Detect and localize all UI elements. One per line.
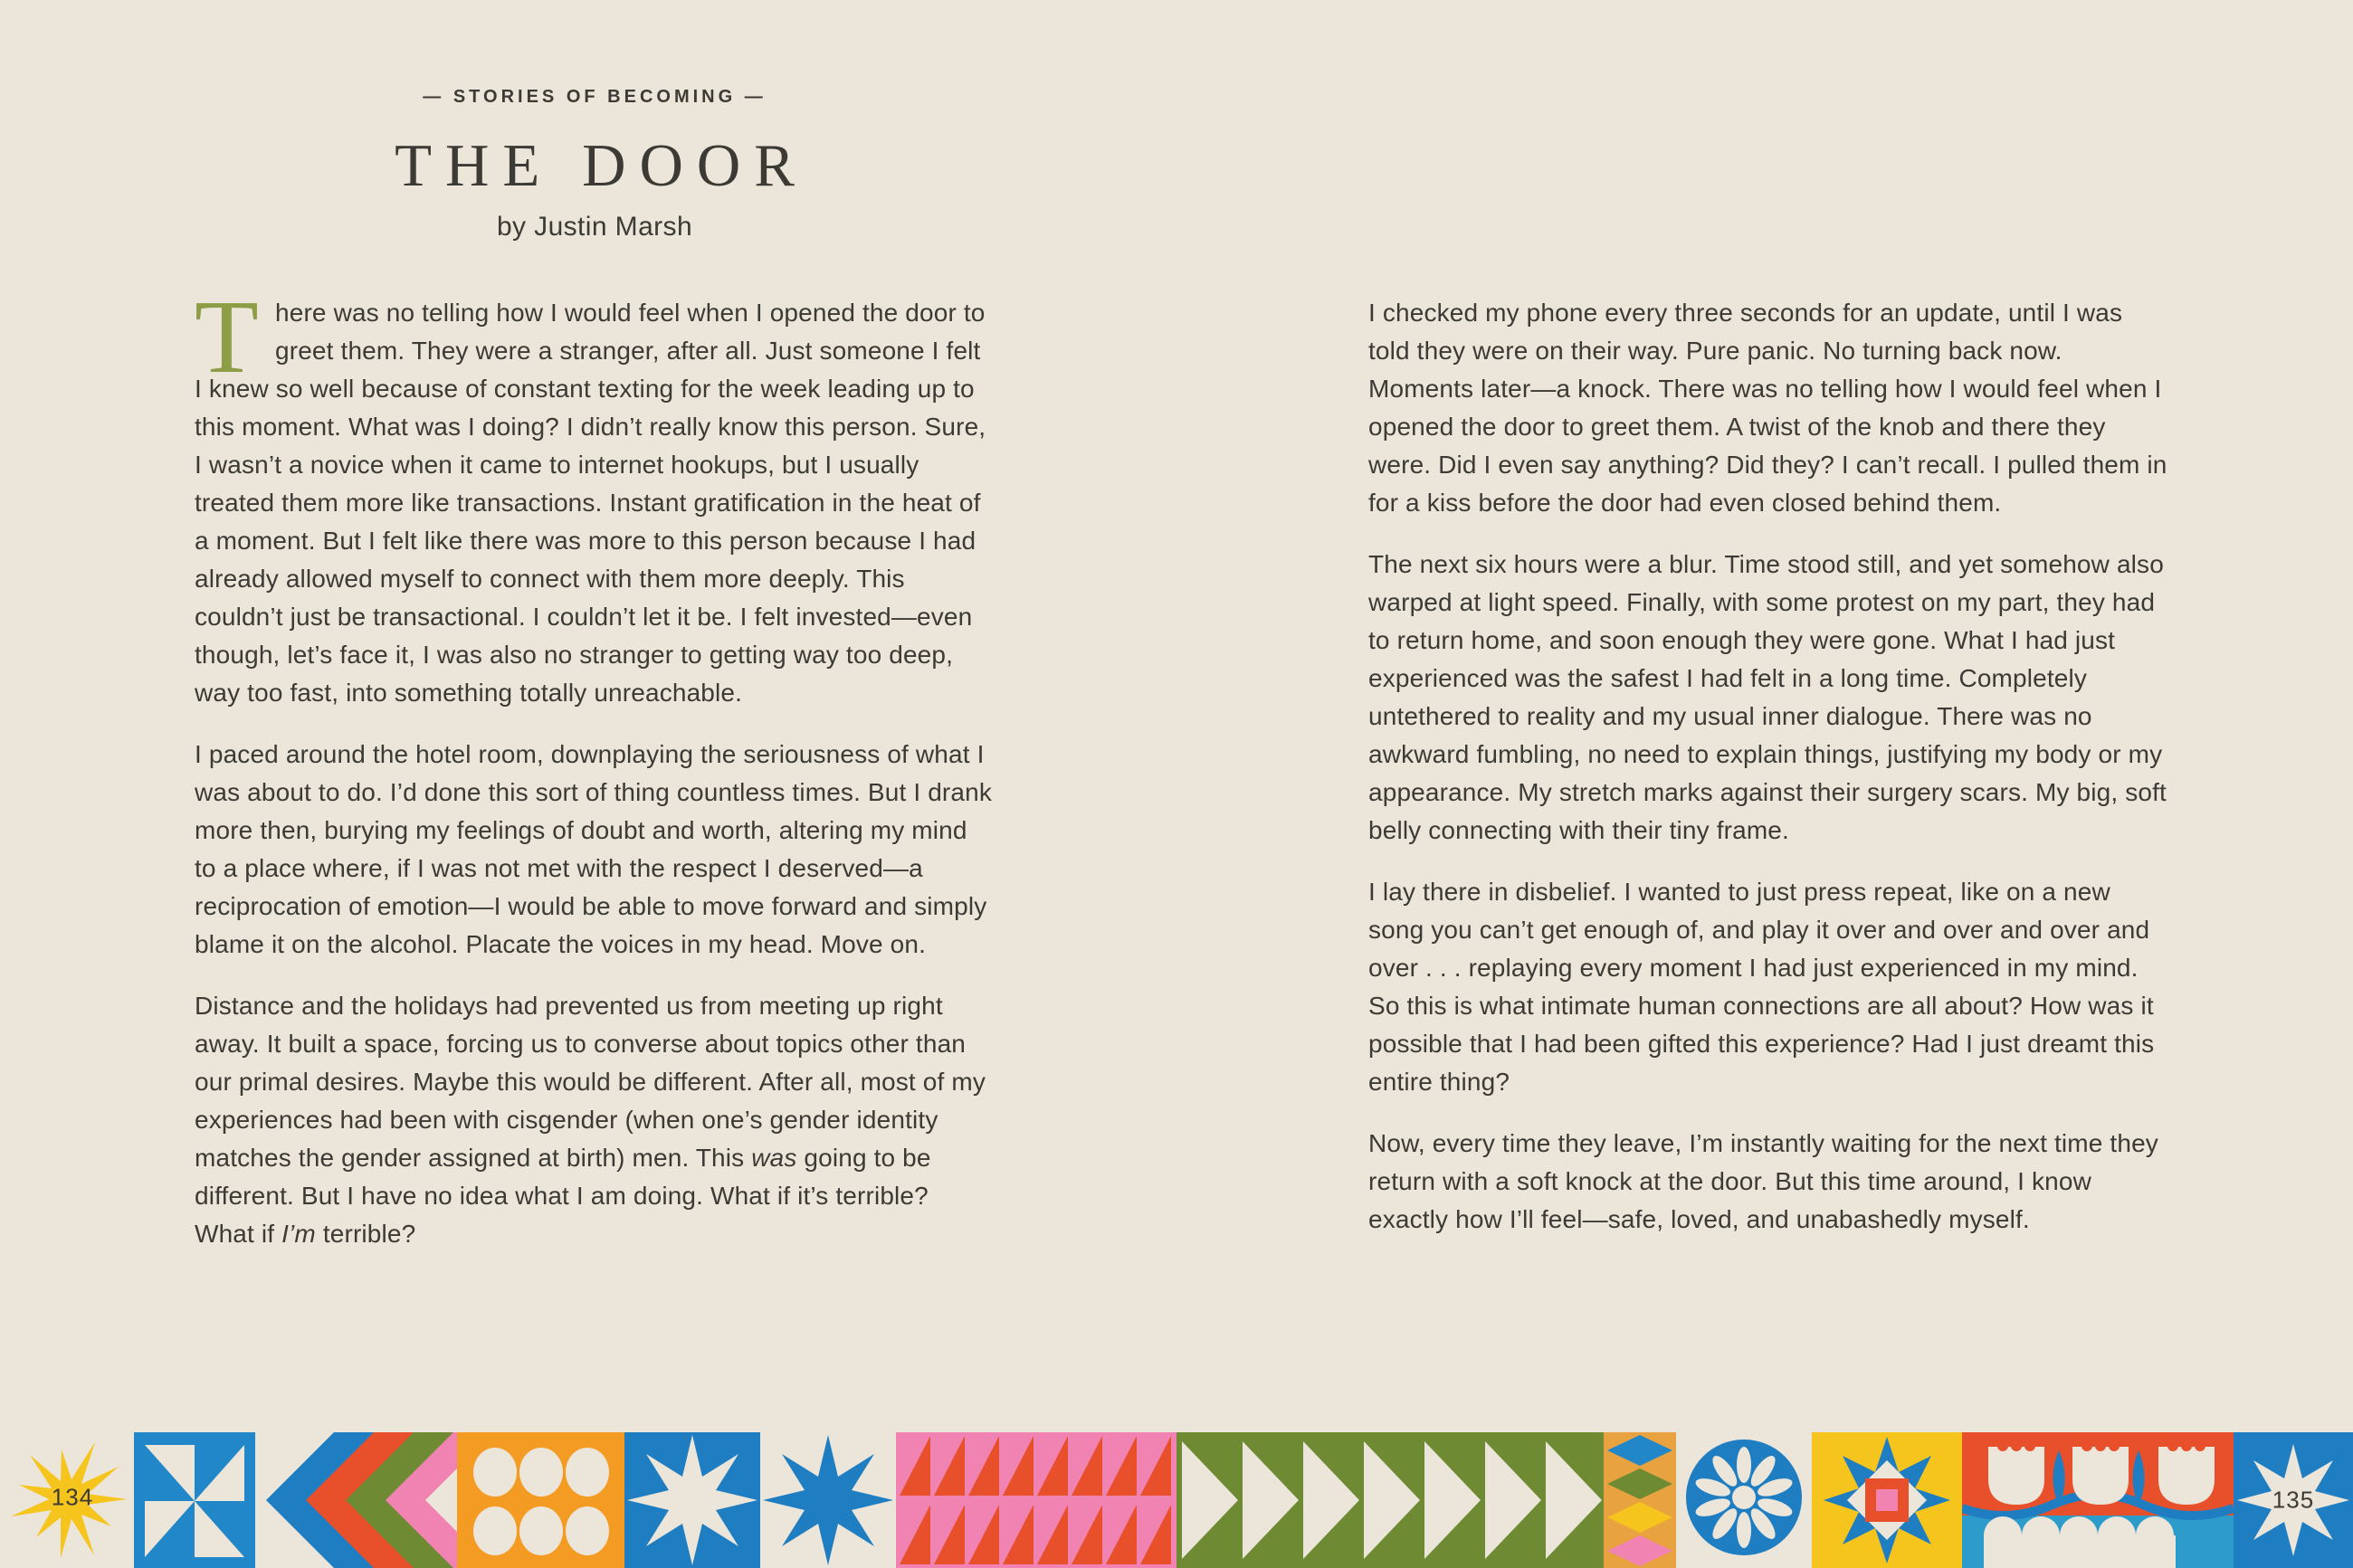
article-byline: by Justin Marsh bbox=[496, 212, 693, 242]
paragraph: There was no telling how I would feel when I opened the door to greet them. They were a stranger, after all. Just someone I felt I knew so well because of constant texting for the week leading up to this moment. What was I doing? I didn’t really know this person. Sure, I wasn’t a novice when it came to internet hookups, but I usually treated them more like transactions. Instant gratification in the heat of a moment. But I felt like there was more to this person because I had already allowed myself to connect with them more deeply. This couldn’t just be transactional. I couldn’t let it be. I felt invested—even though, let’s face it, I was also no stranger to getting way too deep, way too fast, into something totally unreachable. bbox=[195, 280, 986, 707]
page-number-right: 135 bbox=[2272, 1486, 2315, 1514]
chevrons-icon bbox=[255, 1432, 457, 1568]
star-on-cream-block bbox=[760, 1432, 896, 1568]
page-star-block bbox=[2234, 1432, 2353, 1568]
arrows-right-icon bbox=[1176, 1432, 1604, 1568]
starburst-block bbox=[0, 1432, 134, 1568]
tulips-block bbox=[1962, 1432, 2234, 1568]
quilt-star-block bbox=[1812, 1432, 1962, 1568]
quilt-star-icon bbox=[1812, 1432, 1962, 1568]
right-text-column bbox=[1368, 294, 2168, 1262]
blue-star-icon bbox=[760, 1432, 896, 1568]
paragraph: Now, every time they leave, I’m instantly waiting for the next time they return with a soft knock at the door. But this time around, I know exactly how I’ll feel—safe, loved, and unabashedly myself. bbox=[1368, 1129, 2158, 1233]
tulips-icon bbox=[1962, 1432, 2234, 1568]
diamonds-strip-block bbox=[1604, 1432, 1676, 1568]
article-header bbox=[195, 87, 995, 242]
paragraph: I paced around the hotel room, downplaying the seriousness of what I was about to do. I’d done this sort of thing countless times. But I drank more then, burying my feelings of doubt and worth, altering my mind to a place where, if I was not met with the respect I deserved—a reciprocation of emotion—I would be able to move forward and simply blame it on the alcohol. Placate the voices in my head. Move on. bbox=[195, 740, 992, 958]
drop-cap: T bbox=[195, 280, 260, 395]
page-number-left: 134 bbox=[51, 1483, 94, 1511]
circles-grid-block bbox=[457, 1432, 624, 1568]
chevrons-block bbox=[255, 1432, 457, 1568]
arrows-block bbox=[1176, 1432, 1604, 1568]
diamonds-icon bbox=[1604, 1432, 1676, 1568]
paragraph: The next six hours were a blur. Time stood still, and yet somehow also warped at light speed. Finally, with some protest on my part, they had to return home, and soon enough they were gone. What I had just experienced was the safest I had felt in a long time. Completely untethered to reality and my usual inner dialogue. There was no awkward fumbling, no need to explain things, justifying my body or my appearance. My stretch marks against their surgery scars. My big, soft belly connecting with their tiny frame. bbox=[1368, 550, 2167, 844]
circles-grid-icon bbox=[457, 1432, 624, 1568]
paragraph: Distance and the holidays had prevented us from meeting up right away. It built a space, forcing us to converse about topics other than our primal desires. Maybe this would be different. After all, most of my experiences had been with cisgender (when one’s gender identity matches the gender assigned at birth) men. This was going to be different. But I have no idea what I am doing. What if it’s terrible? What if I’m terrible? bbox=[195, 992, 986, 1248]
cream-star-icon bbox=[624, 1432, 760, 1568]
pinwheel-block bbox=[134, 1432, 255, 1568]
daisy-block bbox=[1676, 1432, 1812, 1568]
decorative-quilt-band bbox=[0, 1432, 2353, 1568]
paragraph: I lay there in disbelief. I wanted to just press repeat, like on a new song you can’t get enough of, and play it over and over and over and over . . . replaying every moment I had just experienced in my mind. So this is what intimate human connections are all about? How was it possible that I had been gifted this experience? Had I just dreamt this entire thing? bbox=[1368, 878, 2155, 1096]
daisy-icon bbox=[1676, 1432, 1812, 1568]
star-on-blue-block bbox=[624, 1432, 760, 1568]
section-kicker: — STORIES OF BECOMING — bbox=[423, 87, 767, 107]
sawtooth-triangles-icon bbox=[896, 1432, 1176, 1568]
pinwheel-icon bbox=[134, 1432, 255, 1568]
article-title: THE DOOR bbox=[395, 132, 808, 199]
paragraph: I checked my phone every three seconds for an update, until I was told they were on their way. Pure panic. No turning back now. Moments later—a knock. There was no telling how I would feel when I opened the door to greet them. A twist of the knob and there they were. Did I even say anything? Did they? I can’t recall. I pulled them in for a kiss before the door had even closed behind them. bbox=[1368, 299, 2167, 517]
sawtooth-block bbox=[896, 1432, 1176, 1568]
left-text-column bbox=[195, 280, 995, 1277]
